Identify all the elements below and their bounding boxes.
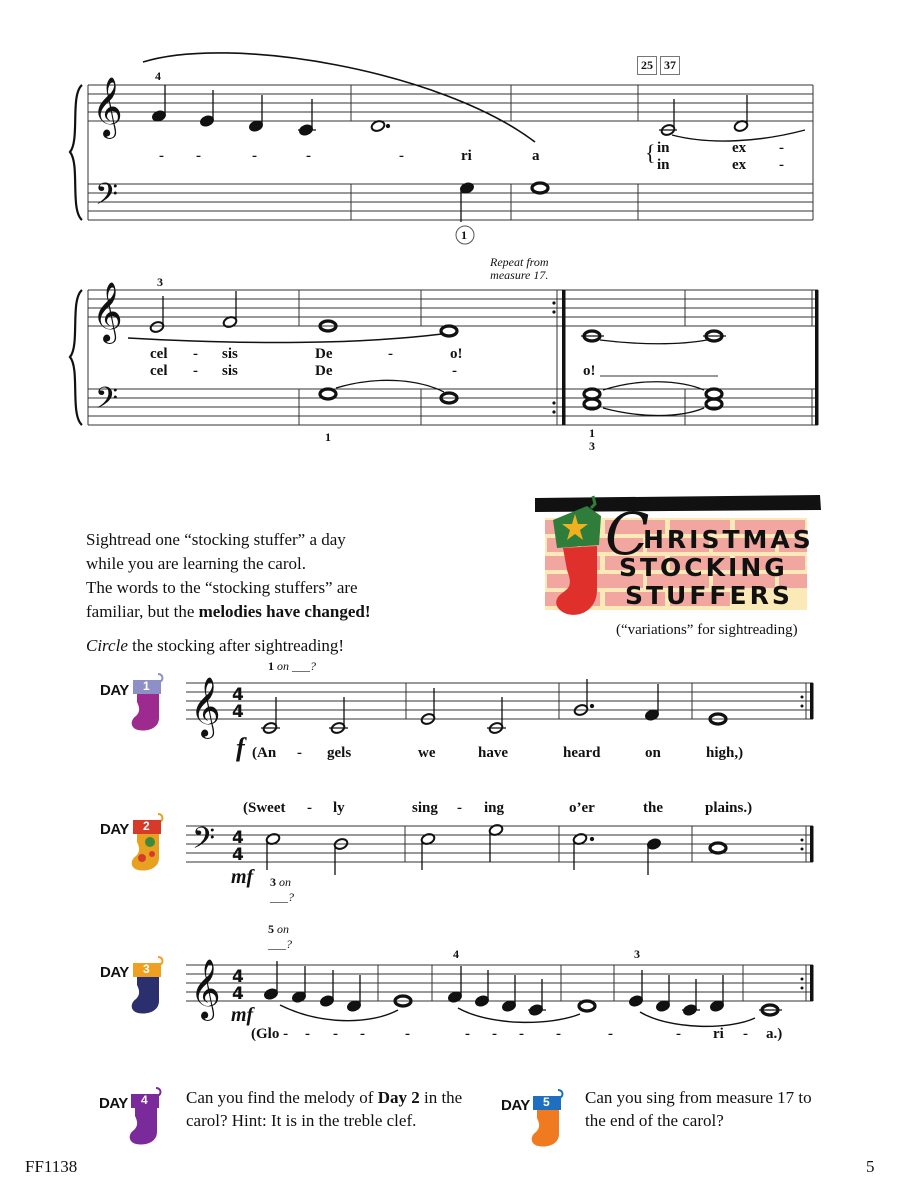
fingering-1: 1 — [589, 426, 595, 440]
fingering-1: 1 — [325, 430, 331, 444]
lyric: ex — [732, 140, 747, 156]
svg-text:4: 4 — [232, 845, 244, 865]
svg-text:4: 4 — [232, 828, 244, 848]
lyric: - — [743, 1026, 748, 1042]
dynamic-marking: f — [236, 733, 245, 762]
page-number: 5 — [866, 1157, 875, 1176]
lyric: o! — [583, 363, 596, 379]
lyric: - — [519, 1026, 524, 1042]
lyric: - — [333, 1026, 338, 1042]
day-1-stocking-icon[interactable]: 1 — [128, 672, 168, 734]
lyric: - — [306, 148, 311, 164]
lyric: ex — [732, 157, 747, 173]
svg-text:𝄢: 𝄢 — [95, 382, 119, 423]
lyric: cel — [150, 363, 168, 379]
lyric: (An — [252, 745, 277, 761]
christmas-stocking-stuffers-logo: C HRISTMAS STOCKING STUFFERS — [535, 490, 825, 620]
svg-text:𝄢: 𝄢 — [95, 178, 119, 219]
start-hint: 1 on ___? — [268, 659, 316, 673]
svg-text:4: 4 — [232, 685, 244, 705]
lyric: - — [779, 140, 784, 156]
day-4-stocking-icon[interactable]: 4 — [126, 1086, 166, 1148]
fingering-4: 4 — [453, 947, 459, 961]
day-5-question: Can you sing from measure 17 to the end of the carol? — [585, 1088, 812, 1130]
lyric: - — [297, 745, 302, 761]
lyric: - — [305, 1026, 310, 1042]
lyric: - — [556, 1026, 561, 1042]
dynamic-marking: mf — [231, 1004, 254, 1026]
lyric: sis — [222, 363, 238, 379]
lyric: - — [405, 1026, 410, 1042]
lyric: - — [399, 148, 404, 164]
lyric: plains.) — [705, 800, 753, 816]
day-3-stocking-icon[interactable]: 3 — [128, 955, 168, 1017]
svg-text:4: 4 — [232, 984, 244, 1004]
day-label: DAY — [99, 1095, 128, 1112]
fingering-4: 4 — [155, 69, 161, 83]
lyric: - — [779, 157, 784, 173]
lyric: - — [457, 800, 462, 816]
start-hint: 5 on ___? — [268, 922, 292, 951]
lyric: - — [676, 1026, 681, 1042]
lyric: gels — [327, 745, 352, 761]
start-hint: 3 on ___? — [270, 875, 294, 904]
svg-text:𝄢: 𝄢 — [192, 822, 216, 863]
red-stocking-icon — [547, 490, 607, 620]
logo-caption: (“variations” for sightreading) — [616, 622, 798, 638]
day-5-stocking-icon[interactable]: 5 — [528, 1088, 568, 1150]
lyric: heard — [563, 745, 601, 761]
lyric: ing — [484, 800, 505, 816]
lyric: ri — [461, 148, 472, 164]
lyric: in — [657, 140, 670, 156]
fingering-3: 3 — [589, 439, 595, 453]
lyric: - — [360, 1026, 365, 1042]
lyric: sis — [222, 346, 238, 362]
lyric: have — [478, 745, 508, 761]
verse-brace: { — [645, 140, 656, 165]
svg-text:4: 4 — [232, 967, 244, 987]
dynamic-marking: mf — [231, 866, 254, 888]
lyric: - — [196, 148, 201, 164]
lyric: - — [388, 346, 393, 362]
lyric: - — [252, 148, 257, 164]
measure-numbers — [637, 56, 680, 75]
lyric: we — [418, 745, 436, 761]
fingering-3: 3 — [157, 275, 163, 289]
lyric: high,) — [706, 745, 744, 761]
repeat-instruction: Repeat from measure 17. — [490, 255, 549, 282]
day-label: DAY — [501, 1097, 530, 1114]
day-4-question: Can you find the melody of Day 2 in the carol? Hint: It is in the treble clef. — [186, 1088, 463, 1130]
svg-text:𝄞: 𝄞 — [190, 959, 221, 1019]
lyric: - — [159, 148, 164, 164]
lyric: o’er — [569, 800, 595, 816]
lyric: De — [315, 346, 333, 362]
svg-text:𝄞: 𝄞 — [92, 282, 123, 342]
lyric: a.) — [766, 1026, 783, 1042]
lyric: - — [608, 1026, 613, 1042]
lyric: on — [645, 745, 661, 761]
lyric: (Sweet — [243, 800, 286, 816]
book-code: FF1138 — [25, 1157, 78, 1176]
day-label: DAY — [100, 964, 129, 981]
lyric: cel — [150, 346, 168, 362]
instructions: Sightread one “stocking stuffer” a day while you are learning the carol. The words to the “stocking stuffers” are familiar, but the melodies have changed! Circle the stocking after sightreading! — [86, 530, 371, 655]
lyric: De — [315, 363, 333, 379]
lyric: o! — [450, 346, 463, 362]
lyric: a — [532, 148, 540, 164]
lyric: - — [193, 363, 198, 379]
fingering-3: 3 — [634, 947, 640, 961]
lyric: ri — [713, 1026, 724, 1042]
lyric: sing — [412, 800, 438, 816]
svg-text:4: 4 — [232, 702, 244, 722]
lyric: (Glo - — [251, 1026, 289, 1042]
lyric: in — [657, 157, 670, 173]
lyric: - — [492, 1026, 497, 1042]
lyric: - — [452, 363, 457, 379]
day-label: DAY — [100, 821, 129, 838]
day-label: DAY — [100, 682, 129, 699]
day-2-stocking-icon[interactable]: 2 — [128, 812, 168, 874]
measure-number: 25 — [637, 56, 657, 75]
lyric: ly — [333, 800, 345, 816]
lyric: - — [465, 1026, 470, 1042]
lyric: - — [307, 800, 312, 816]
svg-text:𝄞: 𝄞 — [190, 677, 221, 737]
lyric: - — [193, 346, 198, 362]
fingering-circled-1: 1 — [461, 228, 467, 242]
measure-number: 37 — [660, 56, 680, 75]
svg-text:𝄞: 𝄞 — [92, 77, 123, 137]
lyric: the — [643, 800, 663, 816]
